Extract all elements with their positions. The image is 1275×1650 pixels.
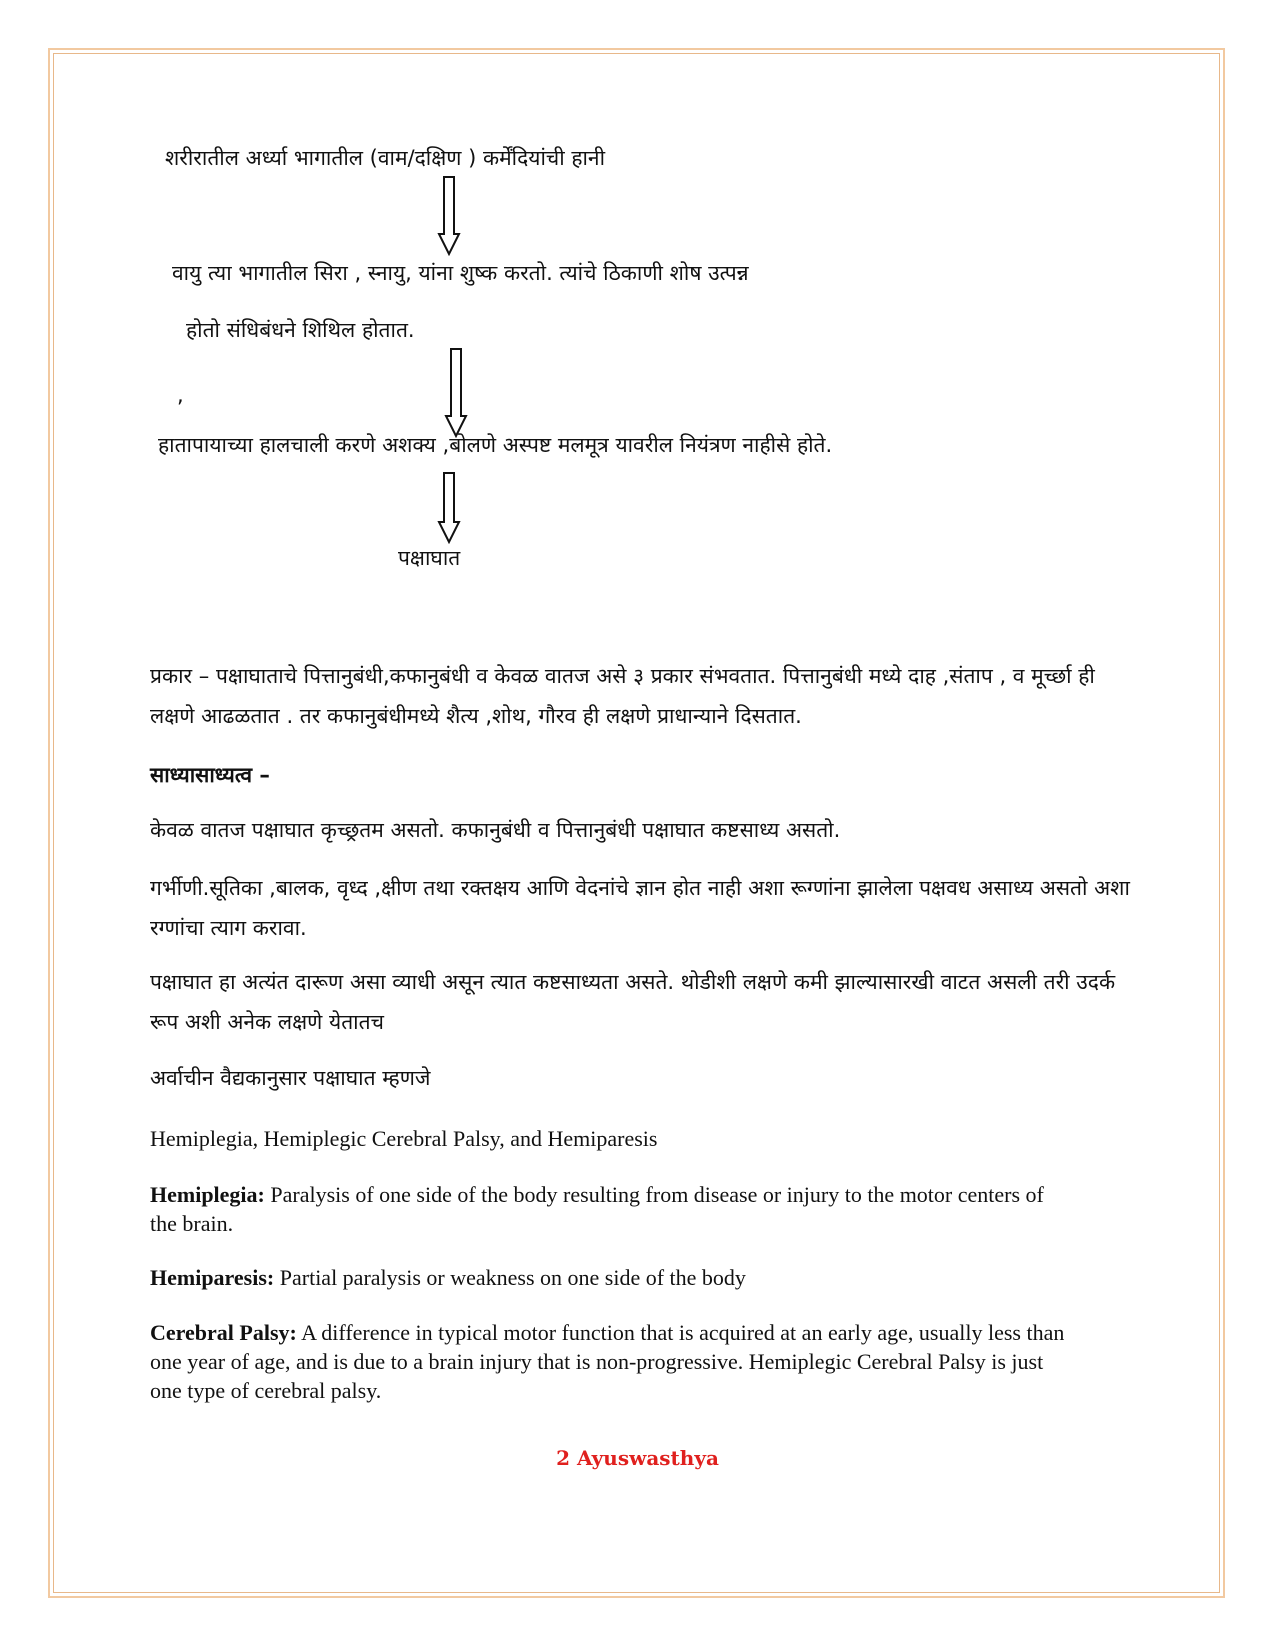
down-arrow-icon [437,176,461,256]
types-paragraph: प्रकार – पक्षाघाताचे पित्तानुबंधी,कफानुबंधी व केवळ वातज असे ३ प्रकार संभवतात. पित्तानुबंधी मध्ये दाह ,संताप , व मूर्च्छा ही लक्षणे आढळतात . तर कफानुबंधीमध्ये शैत्य ,शोथ, गौरव ही लक्षणे प्राधान्याने दिसतात. [150,664,1095,728]
page-footer: 2 Ayuswasthya [556,1446,719,1470]
prognosis-paragraph-2: गर्भीणी.सूतिका ,बालक, वृध्द ,क्षीण तथा रक्तक्षय आणि वेदनांचे ज्ञान होत नाही अशा रूग्णांना झालेला पक्षवध असाध्य असतो अशा रग्णांचा त्याग करावा. [150,876,1130,940]
term-hemiparesis: Hemiparesis: [150,1265,275,1290]
flow-step-2-line-2: होतो संधिबंधने शिथिल होतात. [186,318,415,342]
flow-step-3: हातापायाच्या हालचाली करणे अशक्य ,बोलणे अस्पष्ट मलमूत्र यावरील नियंत्रण नाहीसे होते. [158,433,833,457]
prognosis-paragraph-3: पक्षाघात हा अत्यंत दारूण असा व्याधी असून त्यात कष्टसाध्यता असते. थोडीशी लक्षणे कमी झाल्यासारखी वाटत असली तरी उदर्क रूप अशी अनेक लक्षणे येतातच [150,970,1116,1034]
definition-hemiparesis [150,1263,1150,1292]
stray-comma: , [177,383,184,407]
prognosis-paragraph-1: केवळ वातज पक्षाघात कृच्छ्रतम असतो. कफानुबंधी व पित्तानुबंधी पक्षाघात कष्टसाध्य असतो. [150,818,841,842]
english-title: Hemiplegia, Hemiplegic Cerebral Palsy, and Hemiparesis [150,1126,658,1151]
prognosis-heading: साध्यासाध्यत्व – [150,763,270,787]
down-arrow-icon [444,348,468,438]
term-cerebral-palsy: Cerebral Palsy: [150,1320,297,1345]
flow-step-2-line-1: वायु त्या भागातील सिरा , स्नायु, यांना शुष्क करतो. त्यांचे ठिकाणी शोष उत्पन्न [172,261,749,285]
text-hemiparesis: Partial paralysis or weakness on one side of the body [274,1265,746,1290]
term-hemiplegia: Hemiplegia: [150,1182,265,1207]
down-arrow-icon [437,472,461,544]
flow-step-1: शरीरातील अर्ध्या भागातील (वाम/दक्षिण ) कर्मेंदियांची हानी [165,146,606,170]
text-hemiplegia: Paralysis of one side of the body resulting from disease or injury to the motor centers of the brain. [150,1182,1044,1236]
text-cerebral-palsy: A difference in typical motor function that is acquired at an early age, usually less than one year of age, and is due to a brain injury that is non-progressive. Hemiplegic Cerebral Palsy is just one type of cerebral palsy. [150,1320,1065,1403]
definition-cerebral-palsy [150,1318,1070,1405]
modern-intro: अर्वाचीन वैद्यकानुसार पक्षाघात म्हणजे [150,1066,431,1090]
definition-hemiplegia [150,1180,1050,1238]
flow-step-4: पक्षाघात [398,546,461,570]
